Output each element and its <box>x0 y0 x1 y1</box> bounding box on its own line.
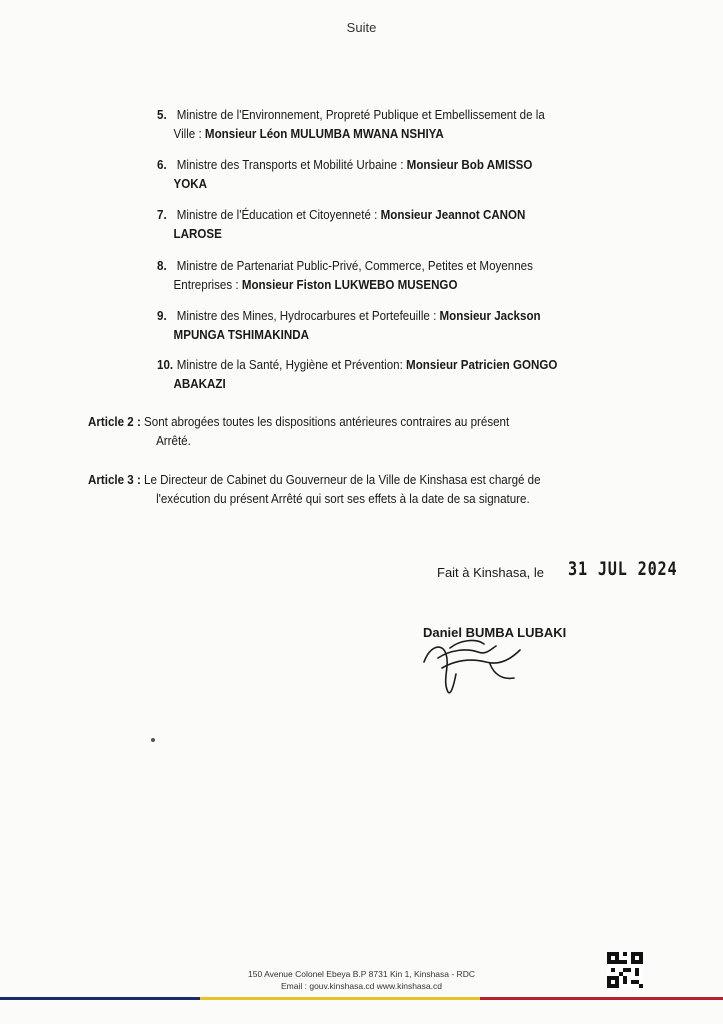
article-2 <box>88 413 603 451</box>
article-label: Article 3 : <box>88 473 141 487</box>
item-text: Ville : <box>173 127 205 141</box>
footer-stripe-blue <box>0 997 200 1000</box>
page-header-suite: Suite <box>346 20 377 35</box>
item-text: Ministre des Mines, Hydrocarbures et Portefeuille : <box>176 309 440 323</box>
item-text: Ministre de Partenariat Public-Privé, Commerce, Petites et Moyennes <box>176 259 533 273</box>
stray-mark <box>151 738 155 742</box>
item-number: 5. <box>157 108 167 122</box>
item-name: Monsieur Jackson <box>439 309 541 323</box>
footer-contact: Email : gouv.kinshasa.cd www.kinshasa.cd <box>281 981 442 991</box>
signer-name: Daniel BUMBA LUBAKI <box>423 625 567 640</box>
qr-code-icon <box>607 952 643 988</box>
item-name-cont: LAROSE <box>173 227 222 241</box>
handwritten-signature <box>420 628 530 698</box>
article-text-cont: Arrêté. <box>156 434 191 448</box>
article-text-cont: l'exécution du présent Arrêté qui sort ses effets à la date de sa signature. <box>156 492 530 506</box>
item-number: 10. <box>157 358 174 372</box>
item-text: Entreprises : <box>173 278 242 292</box>
list-item-minister-10 <box>157 356 599 394</box>
date-stamp: 31 JUL 2024 <box>568 558 678 580</box>
item-name: Monsieur Fiston LUKWEBO MUSENGO <box>241 278 458 292</box>
item-name-cont: YOKA <box>173 177 208 191</box>
list-item-minister-7 <box>157 206 599 244</box>
item-text: Ministre des Transports et Mobilité Urbaine : <box>176 158 407 172</box>
footer-stripe-red <box>480 997 723 1000</box>
item-text: Ministre de l'Environnement, Propreté Publique et Embellissement de la <box>176 108 545 122</box>
item-number: 7. <box>157 208 167 222</box>
item-number: 8. <box>157 259 167 273</box>
footer-stripe-yellow <box>200 997 480 1000</box>
item-name: Monsieur Patricien GONGO <box>406 358 558 372</box>
item-name: Monsieur Léon MULUMBA MWANA NSHIYA <box>204 127 444 141</box>
list-item-minister-8 <box>157 257 599 295</box>
item-name: Monsieur Jeannot CANON <box>380 208 526 222</box>
list-item-minister-9 <box>157 307 599 345</box>
article-text: Sont abrogées toutes les dispositions antérieures contraires au présent <box>144 415 510 429</box>
footer-address: 150 Avenue Colonel Ebeya B.P 8731 Kin 1, Kinshasa - RDC <box>248 969 475 979</box>
item-name: Monsieur Bob AMISSO <box>406 158 533 172</box>
item-text: Ministre de l'Éducation et Citoyenneté : <box>176 208 381 222</box>
list-item-minister-6 <box>157 156 599 194</box>
list-item-minister-5 <box>157 106 599 144</box>
item-name-cont: ABAKAZI <box>173 377 226 391</box>
item-text: Ministre de la Santé, Hygiène et Prévention: <box>176 358 407 372</box>
article-text: Le Directeur de Cabinet du Gouverneur de la Ville de Kinshasa est chargé de <box>144 473 541 487</box>
item-name-cont: MPUNGA TSHIMAKINDA <box>173 328 309 342</box>
item-number: 9. <box>157 309 167 323</box>
article-3 <box>88 471 603 509</box>
place-and-date-label: Fait à Kinshasa, le <box>437 565 544 580</box>
item-number: 6. <box>157 158 167 172</box>
article-label: Article 2 : <box>88 415 141 429</box>
